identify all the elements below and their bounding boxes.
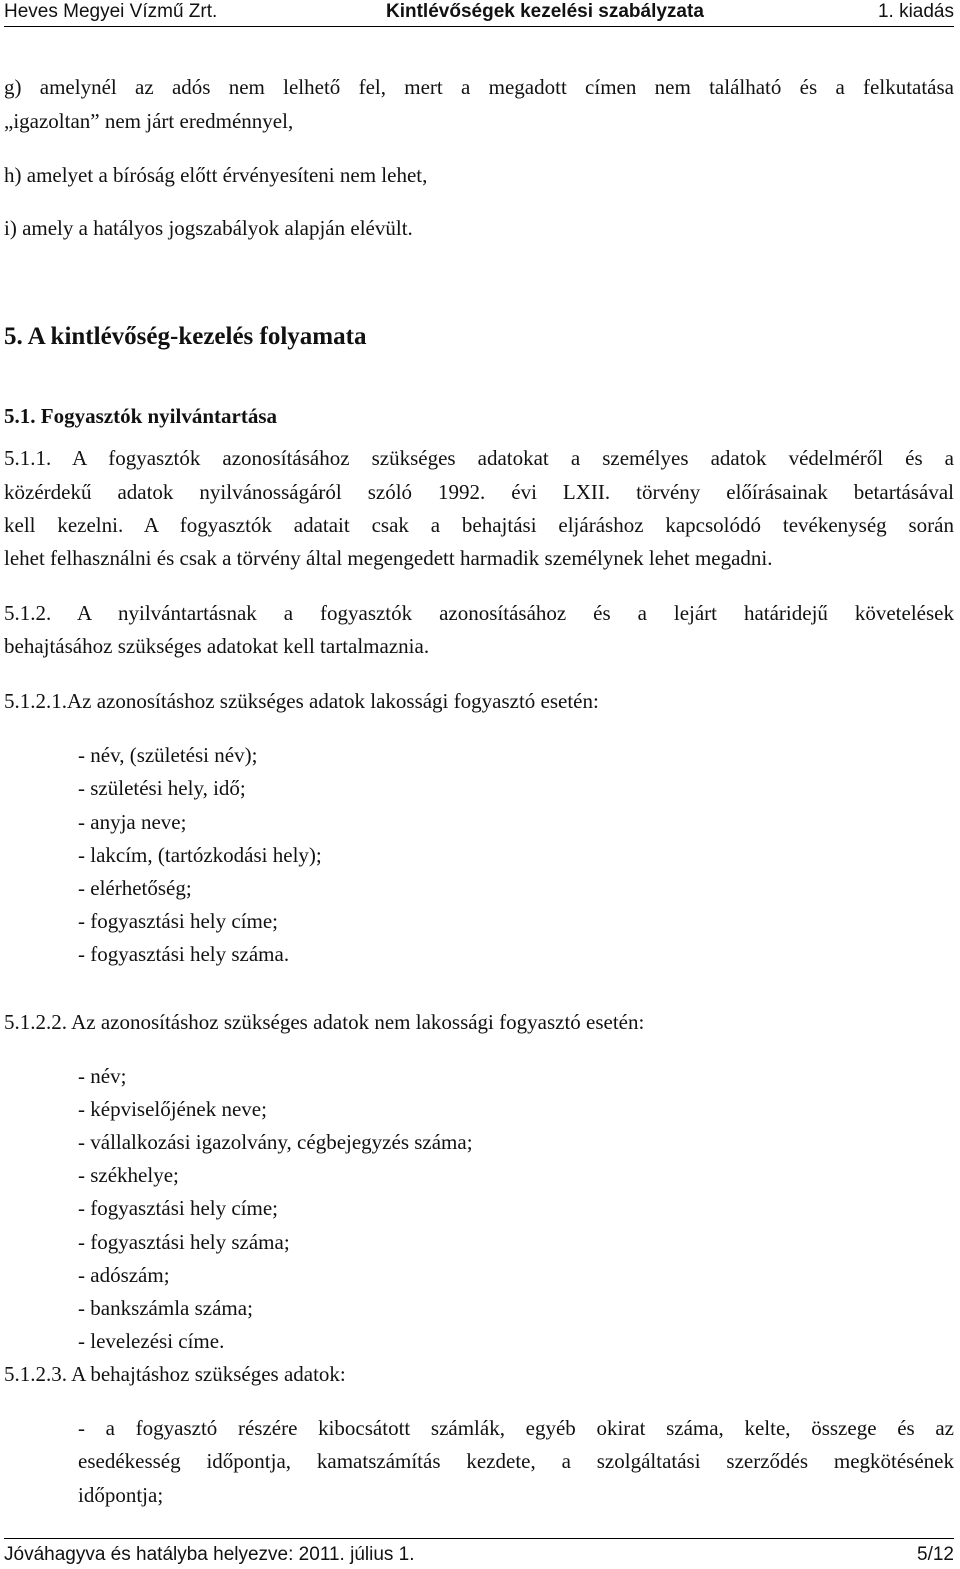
list-item: - fogyasztási hely száma. xyxy=(78,942,290,966)
item-g-line-1: g) amelynél az adós nem lelhető fel, mert a megadott címen nem található és a felkutatása xyxy=(4,75,954,99)
item-g-line-2: „igazoltan” nem járt eredménnyel, xyxy=(4,109,294,133)
footer-page-number: 5/12 xyxy=(917,1544,954,1565)
heading-section-5: 5. A kintlévőség-kezelés folyamata xyxy=(4,323,367,350)
collection-data-line-3: időpontja; xyxy=(78,1483,164,1507)
list-item: - lakcím, (tartózkodási hely); xyxy=(78,843,322,867)
paragraph-5-1-2-line-1: 5.1.2. A nyilvántartásnak a fogyasztók azonosításához és a lejárt határidejű követelések xyxy=(4,601,954,625)
page-header xyxy=(4,0,954,27)
collection-data-line-1: - a fogyasztó részére kibocsátott számlák, egyéb okirat száma, kelte, összege és az xyxy=(78,1416,954,1440)
list-item: - adószám; xyxy=(78,1263,170,1287)
header-company: Heves Megyei Vízmű Zrt. xyxy=(4,1,218,22)
item-h: h) amelyet a bíróság előtt érvényesíteni nem lehet, xyxy=(4,163,428,187)
footer-approval: Jóváhagyva és hatályba helyezve: 2011. július 1. xyxy=(4,1544,415,1565)
paragraph-5-1-2-2: 5.1.2.2. Az azonosításhoz szükséges adatok nem lakossági fogyasztó esetén: xyxy=(4,1010,645,1034)
paragraph-5-1-2-3: 5.1.2.3. A behajtáshoz szükséges adatok: xyxy=(4,1362,346,1386)
list-item: - vállalkozási igazolvány, cégbejegyzés száma; xyxy=(78,1130,473,1154)
item-i: i) amely a hatályos jogszabályok alapján elévült. xyxy=(4,216,413,240)
paragraph-5-1-2-1: 5.1.2.1.Az azonosításhoz szükséges adatok lakossági fogyasztó esetén: xyxy=(4,689,599,713)
list-item: - fogyasztási hely száma; xyxy=(78,1230,290,1254)
header-title: Kintlévőségek kezelési szabályzata xyxy=(386,1,704,22)
header-edition: 1. kiadás xyxy=(877,1,954,22)
paragraph-5-1-1-line-2: közérdekű adatok nyilvánosságáról szóló 1992. évi LXII. törvény előírásainak betartásával xyxy=(4,480,954,504)
list-item: - fogyasztási hely címe; xyxy=(78,1196,279,1220)
list-item: - név; xyxy=(78,1064,127,1088)
heading-section-5-1: 5.1. Fogyasztók nyilvántartása xyxy=(4,404,277,428)
list-item: - anyja neve; xyxy=(78,810,187,834)
page-footer xyxy=(4,1538,954,1569)
list-item: - fogyasztási hely címe; xyxy=(78,909,279,933)
list-item: - levelezési címe. xyxy=(78,1329,225,1353)
paragraph-5-1-2-line-2: behajtásához szükséges adatokat kell tartalmaznia. xyxy=(4,634,430,658)
list-item: - elérhetőség; xyxy=(78,876,192,900)
list-item: - székhelye; xyxy=(78,1163,179,1187)
list-item: - képviselőjének neve; xyxy=(78,1097,267,1121)
paragraph-5-1-1-line-4: lehet felhasználni és csak a törvény által megengedett harmadik személynek lehet megadni. xyxy=(4,546,773,570)
paragraph-5-1-1-line-1: 5.1.1. A fogyasztók azonosításához szükséges adatokat a személyes adatok védelméről és a xyxy=(4,446,954,470)
list-item: - születési hely, idő; xyxy=(78,776,246,800)
list-item: - név, (születési név); xyxy=(78,743,258,767)
collection-data-line-2: esedékesség időpontja, kamatszámítás kezdete, a szolgáltatási szerződés megkötésének xyxy=(78,1449,954,1473)
paragraph-5-1-1-line-3: kell kezelni. A fogyasztók adatait csak a behajtási eljáráshoz kapcsolódó tevékenység során xyxy=(4,513,954,537)
list-item: - bankszámla száma; xyxy=(78,1296,253,1320)
